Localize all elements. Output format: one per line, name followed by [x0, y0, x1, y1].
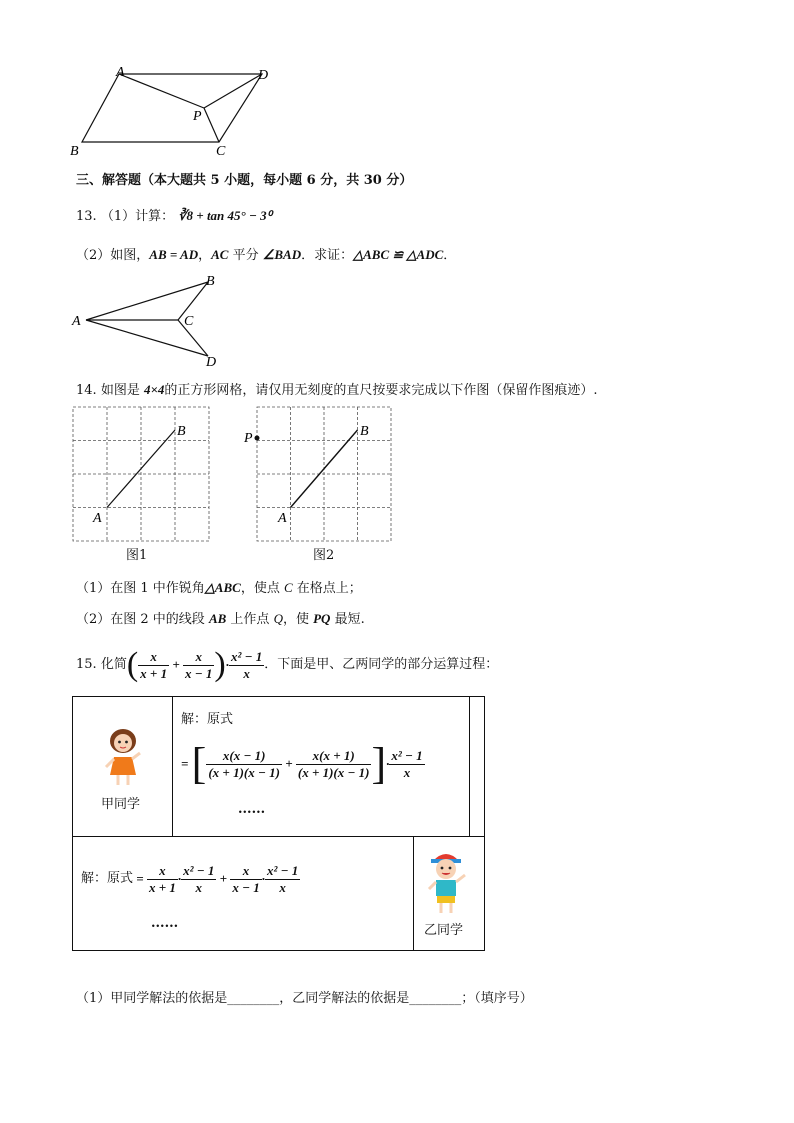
- yi-dots: ......: [151, 916, 179, 931]
- grid-figure-2: [240, 405, 400, 545]
- svg-text:P: P: [244, 431, 253, 446]
- q14-part1: （1）在图 1 中作锐角△ABC，使点 C 在格点上；: [76, 580, 362, 596]
- q13-part2: （2）如图，AB = AD，AC 平分 ∠BAD．求证：△ABC ≌ △ADC．: [76, 247, 457, 263]
- q13-part1: [76, 207, 272, 226]
- jia-expression: = [ $\frac{x(x - 1)}{(x + 1)(x - 1)}$ + $\frac{x(x + 1)}{(x + 1)(x - 1)}$ ] · $\frac{\text{x² − 1}}{x}$: [181, 739, 423, 788]
- svg-text:A: A: [72, 314, 81, 329]
- q14-part2: （2）在图 2 中的线段 AB 上作点 Q，使 PQ 最短.: [76, 611, 365, 627]
- q15-question1: （1）甲同学解法的依据是________，乙同学解法的依据是________；（填序号）: [76, 991, 533, 1006]
- jia-label: 甲同学: [101, 797, 141, 812]
- svg-text:D: D: [206, 355, 217, 370]
- grid-figure-1: [66, 405, 216, 545]
- label-b: B: [70, 144, 79, 159]
- q13-figure: [68, 270, 228, 370]
- fig1-caption: 图1: [126, 548, 148, 563]
- parallelogram-figure: [64, 62, 284, 162]
- label-d: D: [258, 68, 269, 83]
- svg-text:A: A: [93, 511, 102, 526]
- svg-text:A: A: [278, 511, 287, 526]
- boy-avatar-icon: [423, 847, 469, 917]
- section-title: 三、解答题（本大题共 5 小题，每小题 6 分，共 30 分）: [76, 173, 413, 188]
- svg-text:B: B: [206, 274, 215, 289]
- fig2-caption: 图2: [313, 548, 335, 563]
- q13-part1-prefix: （1）计算：: [100, 209, 175, 224]
- yi-expression: 解：原式 = $\frac{x}{x + 1}$ · $\frac{\text{x² − 1}}{x}$ + $\frac{x}{x - 1}$ · $\frac{\text{x² − 1}}{x}$: [81, 862, 299, 895]
- label-p: P: [193, 109, 202, 124]
- label-a: A: [116, 65, 125, 80]
- yi-label: 乙同学: [424, 923, 464, 938]
- q15-stem: 15. 化简 ( $\frac{x}{x + 1}$ + $\frac{x}{x - 1}$ ) · $\frac{\text{x² − 1}}{x}$ ．下面是甲、乙两同学的部分运算过程：: [76, 646, 499, 683]
- svg-text:B: B: [360, 424, 369, 439]
- q14-stem: 14. 如图是 4×4的正方形网格，请仅用无刻度的直尺按要求完成以下作图（保留作图痕迹）.: [76, 382, 598, 398]
- label-c: C: [216, 144, 226, 159]
- solution-table: [72, 696, 485, 951]
- svg-text:B: B: [177, 424, 186, 439]
- jia-sol-prefix: 解：原式: [181, 712, 234, 727]
- girl-avatar-icon: [101, 727, 145, 789]
- svg-text:C: C: [184, 314, 194, 329]
- q13-num: 13.: [76, 209, 97, 224]
- q13-part1-expr: ∛8 + tan 45° − 3⁰: [178, 208, 272, 223]
- jia-dots: ......: [238, 802, 266, 817]
